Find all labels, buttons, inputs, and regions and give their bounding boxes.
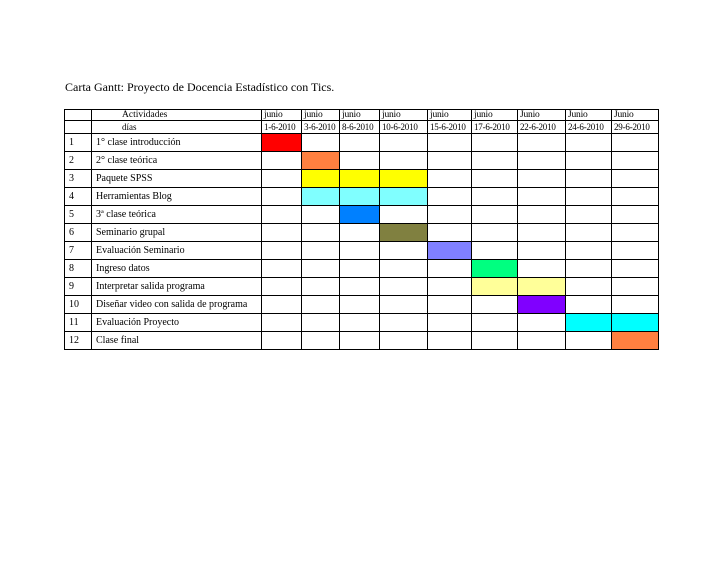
week-date-1: 1-6-2010 [262, 121, 302, 134]
activity-name: 2° clase teórica [92, 152, 262, 170]
table-row [65, 332, 659, 350]
gantt-cell [380, 260, 428, 278]
gantt-cell [566, 206, 612, 224]
gantt-cell [566, 224, 612, 242]
gantt-cell [518, 242, 566, 260]
gantt-cell [302, 332, 340, 350]
gantt-cell [518, 206, 566, 224]
gantt-cell [262, 260, 302, 278]
gantt-cell [472, 206, 518, 224]
gantt-cell [380, 278, 428, 296]
gantt-cell [340, 314, 380, 332]
table-row [65, 206, 659, 224]
gantt-cell [472, 314, 518, 332]
gantt-cell [472, 296, 518, 314]
gantt-cell [428, 314, 472, 332]
gantt-cell [612, 188, 659, 206]
week-month-3: junio [340, 110, 380, 121]
activity-name: Interpretar salida programa [92, 278, 262, 296]
gantt-cell [566, 332, 612, 350]
gantt-bar [302, 170, 340, 188]
gantt-cell [518, 224, 566, 242]
row-number: 10 [65, 296, 92, 314]
gantt-cell [566, 152, 612, 170]
gantt-cell [612, 224, 659, 242]
week-date-7: 22-6-2010 [518, 121, 566, 134]
gantt-cell [340, 224, 380, 242]
gantt-cell [428, 224, 472, 242]
week-date-9: 29-6-2010 [612, 121, 659, 134]
gantt-cell [428, 278, 472, 296]
activity-name: 3ª clase teórica [92, 206, 262, 224]
gantt-cell [612, 296, 659, 314]
gantt-cell [612, 206, 659, 224]
gantt-cell [472, 152, 518, 170]
gantt-cell [518, 170, 566, 188]
gantt-cell [428, 206, 472, 224]
gantt-cell [262, 278, 302, 296]
gantt-cell [302, 224, 340, 242]
activity-name: Paquete SPSS [92, 170, 262, 188]
gantt-cell [518, 260, 566, 278]
gantt-bar [612, 332, 659, 350]
gantt-cell [262, 224, 302, 242]
week-month-8: Junio [566, 110, 612, 121]
header-num-cell [65, 110, 92, 121]
gantt-cell [612, 152, 659, 170]
gantt-bar [472, 260, 518, 278]
gantt-bar [340, 206, 380, 224]
table-row [65, 224, 659, 242]
gantt-cell [472, 332, 518, 350]
gantt-cell [340, 134, 380, 152]
gantt-bar [340, 170, 380, 188]
gantt-cell [566, 170, 612, 188]
gantt-bar [262, 134, 302, 152]
row-number: 1 [65, 134, 92, 152]
gantt-cell [472, 188, 518, 206]
week-date-5: 15-6-2010 [428, 121, 472, 134]
gantt-cell [428, 296, 472, 314]
row-number: 6 [65, 224, 92, 242]
activity-name: Herramientas Blog [92, 188, 262, 206]
week-month-4: junio [380, 110, 428, 121]
gantt-bar [302, 188, 340, 206]
activity-name: Seminario grupal [92, 224, 262, 242]
gantt-bar [380, 188, 428, 206]
gantt-cell [428, 134, 472, 152]
header-activities: Actividades [92, 110, 262, 121]
gantt-cell [262, 242, 302, 260]
gantt-bar [612, 314, 659, 332]
header-num-cell [65, 121, 92, 134]
row-number: 3 [65, 170, 92, 188]
gantt-cell [566, 242, 612, 260]
gantt-cell [518, 134, 566, 152]
gantt-cell [472, 242, 518, 260]
gantt-cell [302, 242, 340, 260]
gantt-cell [612, 278, 659, 296]
gantt-cell [380, 152, 428, 170]
gantt-cell [380, 206, 428, 224]
table-row [65, 152, 659, 170]
gantt-cell [340, 260, 380, 278]
row-number: 4 [65, 188, 92, 206]
table-row [65, 278, 659, 296]
gantt-cell [472, 170, 518, 188]
gantt-cell [612, 260, 659, 278]
row-number: 12 [65, 332, 92, 350]
gantt-cell [566, 188, 612, 206]
gantt-cell [566, 134, 612, 152]
gantt-cell [302, 314, 340, 332]
week-month-5: junio [428, 110, 472, 121]
activity-name: Clase final [92, 332, 262, 350]
header-days: días [92, 121, 262, 134]
activity-name: Ingreso datos [92, 260, 262, 278]
gantt-cell [612, 242, 659, 260]
gantt-bar [340, 188, 380, 206]
gantt-cell [302, 134, 340, 152]
row-number: 5 [65, 206, 92, 224]
activity-name: Evaluación Seminario [92, 242, 262, 260]
week-month-1: junio [262, 110, 302, 121]
table-row [65, 188, 659, 206]
gantt-cell [428, 332, 472, 350]
gantt-cell [262, 296, 302, 314]
week-date-2: 3-6-2010 [302, 121, 340, 134]
gantt-cell [262, 206, 302, 224]
week-month-2: junio [302, 110, 340, 121]
gantt-cell [518, 332, 566, 350]
gantt-cell [566, 278, 612, 296]
gantt-bar [518, 278, 566, 296]
gantt-cell [380, 134, 428, 152]
gantt-cell [302, 206, 340, 224]
gantt-cell [262, 170, 302, 188]
gantt-cell [262, 332, 302, 350]
gantt-cell [428, 152, 472, 170]
gantt-bar [380, 224, 428, 242]
gantt-bar [380, 170, 428, 188]
gantt-bar [566, 314, 612, 332]
week-month-6: junio [472, 110, 518, 121]
gantt-cell [262, 152, 302, 170]
gantt-bar [472, 278, 518, 296]
header-row-months [65, 110, 659, 121]
gantt-cell [518, 188, 566, 206]
week-date-4: 10-6-2010 [380, 121, 428, 134]
week-date-3: 8-6-2010 [340, 121, 380, 134]
gantt-cell [262, 188, 302, 206]
table-row [65, 170, 659, 188]
gantt-cell [340, 152, 380, 170]
table-row [65, 314, 659, 332]
header-row-dates [65, 121, 659, 134]
gantt-cell [612, 134, 659, 152]
gantt-cell [428, 170, 472, 188]
gantt-cell [340, 242, 380, 260]
gantt-cell [340, 278, 380, 296]
gantt-cell [566, 260, 612, 278]
activity-name: Diseñar video con salida de programa [92, 296, 262, 314]
row-number: 9 [65, 278, 92, 296]
gantt-cell [302, 296, 340, 314]
table-row [65, 134, 659, 152]
gantt-cell [302, 260, 340, 278]
gantt-cell [566, 296, 612, 314]
table-row [65, 296, 659, 314]
document-title: Carta Gantt: Proyecto de Docencia Estadístico con Tics. [65, 80, 335, 94]
gantt-cell [380, 296, 428, 314]
row-number: 2 [65, 152, 92, 170]
week-month-7: Junio [518, 110, 566, 121]
row-number: 11 [65, 314, 92, 332]
gantt-cell [518, 314, 566, 332]
week-date-8: 24-6-2010 [566, 121, 612, 134]
row-number: 7 [65, 242, 92, 260]
activity-name: 1° clase introducción [92, 134, 262, 152]
table-row [65, 242, 659, 260]
gantt-cell [518, 152, 566, 170]
gantt-cell [340, 332, 380, 350]
gantt-cell [302, 278, 340, 296]
gantt-cell [428, 188, 472, 206]
gantt-table [64, 109, 659, 350]
gantt-cell [380, 242, 428, 260]
gantt-cell [428, 260, 472, 278]
gantt-cell [380, 332, 428, 350]
gantt-cell [262, 314, 302, 332]
row-number: 8 [65, 260, 92, 278]
gantt-bar [518, 296, 566, 314]
gantt-cell [472, 224, 518, 242]
gantt-bar [302, 152, 340, 170]
gantt-cell [472, 134, 518, 152]
week-month-9: Junio [612, 110, 659, 121]
table-row [65, 260, 659, 278]
activity-name: Evaluación Proyecto [92, 314, 262, 332]
gantt-cell [612, 170, 659, 188]
gantt-cell [380, 314, 428, 332]
week-date-6: 17-6-2010 [472, 121, 518, 134]
gantt-bar [428, 242, 472, 260]
gantt-cell [340, 296, 380, 314]
